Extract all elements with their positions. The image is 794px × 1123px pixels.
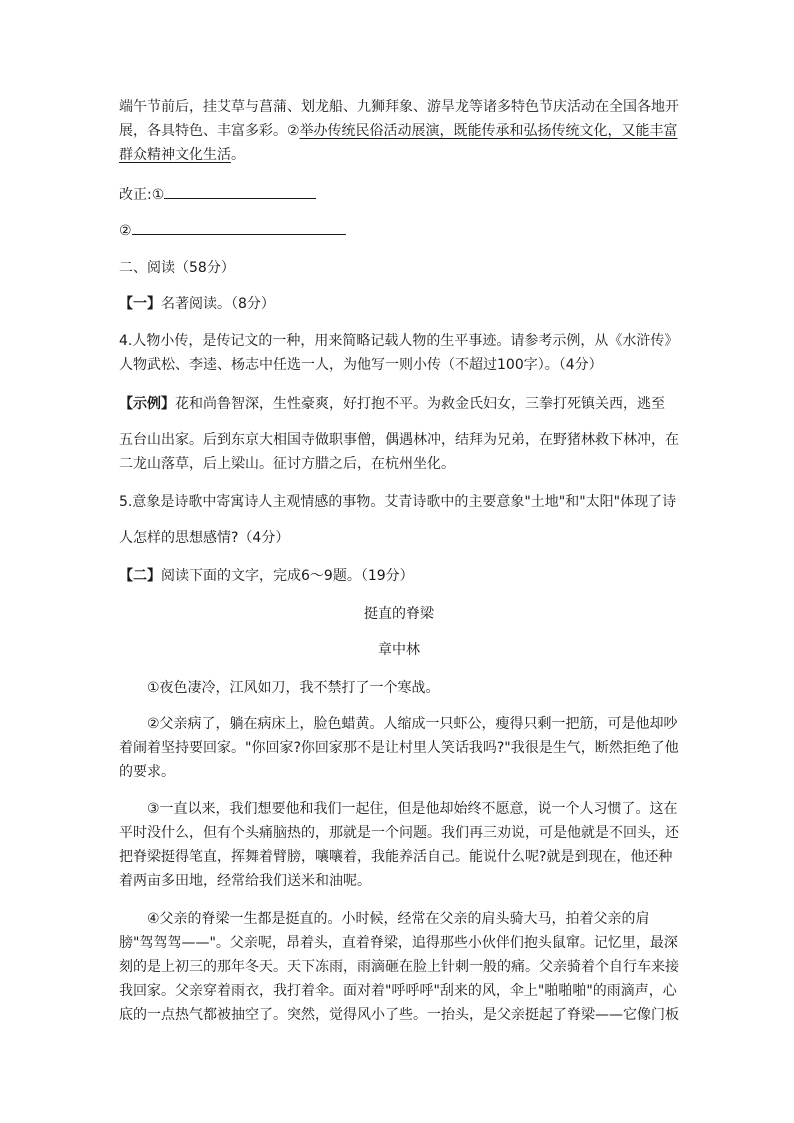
- article-paragraph-2: ②父亲病了，躺在病床上，脸色蜡黄。人缩成一只虾公，瘦得只剩一把筋，可是他却吵着闹着坚持要回家。"你回家?你回家那不是让村里人笑话我吗?"我很是生气，断然拒绝了他的要求。: [119, 716, 679, 780]
- part1-bracket: 【一】: [119, 296, 161, 312]
- question-4: 4.人物小传，是传记文的一种，用来简略记载人物的生平事迹。请参考示例，从《水浒传》人物武松、李逵、杨志中任选一人，为他写一则小传（不超过100字）。（4分）: [119, 333, 679, 373]
- correction-line-1: [119, 183, 679, 207]
- correction-marker-1: ①: [151, 187, 165, 203]
- underlined-sentence: 举办传统民俗活动展演，既能传承和弘扬传统文化，又能丰富群众精神文化生活: [119, 123, 678, 163]
- correction-label: 改正:: [119, 187, 152, 203]
- part2-title: 阅读下面的文字，完成6～9题。（19分）: [161, 568, 414, 584]
- answer-blank-2[interactable]: [132, 220, 346, 235]
- part1-heading: [119, 292, 679, 316]
- example-rest: 五台山出家。后到东京大相国寺做职事僧，偶遇林冲，结拜为兄弟，在野猪林救下林冲，在二龙山落草，后上梁山。征讨方腊之后，在杭州坐化。: [119, 432, 679, 472]
- intro-paragraph: [119, 95, 679, 167]
- article-paragraph-4: ④父亲的脊梁一生都是挺直的。小时候，经常在父亲的肩头骑大马，拍着父亲的肩膀"驾驾驾——"。父亲呢，昂着头，直着脊梁，追得那些小伙伴们抱头鼠窜。记忆里，最深刻的是上初三的那年冬天。天下冻雨，雨滴砸在脸上针刺一般的痛。父亲骑着个自行车来接我回家。父亲穿着雨衣，我打着伞。面对着"呼呼呼"刮来的风，伞上"啪啪啪"的雨滴声，心底的一点热气都被抽空了。突然，觉得风小了些。一抬头，是父亲挺起了脊梁——它像门板: [119, 911, 679, 1023]
- correction-marker-2: ②: [119, 223, 132, 239]
- question-5-line-2: 人怎样的思想感情?（4分）: [119, 530, 290, 546]
- part1-title: 名著阅读。（8分）: [161, 296, 275, 312]
- part2-bracket: 【二】: [119, 568, 161, 584]
- intro-text: 端午节前后，挂艾草与菖蒲、划龙船、九狮拜象、游旱龙等诸多特色节庆活动在全国各地开展，各具特色、丰富多彩。: [119, 99, 679, 139]
- part2-heading: [119, 564, 679, 588]
- answer-blank-1[interactable]: [164, 184, 316, 199]
- example-bracket: 【示例】: [119, 396, 175, 412]
- example-line-1: [119, 392, 679, 416]
- article-author: 章中林: [378, 642, 420, 658]
- question-5-line-1: 5.意象是诗歌中寄寓诗人主观情感的事物。艾青诗歌中的主要意象"土地"和"太阳"体现了诗: [119, 494, 677, 510]
- section2-title: 二、阅读（58分）: [119, 260, 235, 276]
- article-paragraph-1: ①夜色凄冷，江风如刀，我不禁打了一个寒战。: [147, 680, 440, 696]
- marker-2: ②: [287, 123, 300, 139]
- intro-end: 。: [231, 147, 245, 163]
- article-title: 挺直的脊梁: [364, 606, 434, 622]
- article-paragraph-3: ③一直以来，我们想要他和我们一起住，但是他却始终不愿意，说一个人习惯了。这在平时没什么，但有个头痛脑热的，那就是一个问题。我们再三劝说，可是他就是不回头，还把脊梁挺得笔直，挥舞着臂膀，嚷嚷着，我能养活自己。能说什么呢?就是到现在，他还种着两亩多田地，经常给我们送米和油呢。: [119, 801, 679, 889]
- correction-line-2: [119, 219, 679, 243]
- example-text-1: 花和尚鲁智深，生性豪爽，好打抱不平。为救金氏妇女，三拳打死镇关西，逃至: [175, 396, 665, 412]
